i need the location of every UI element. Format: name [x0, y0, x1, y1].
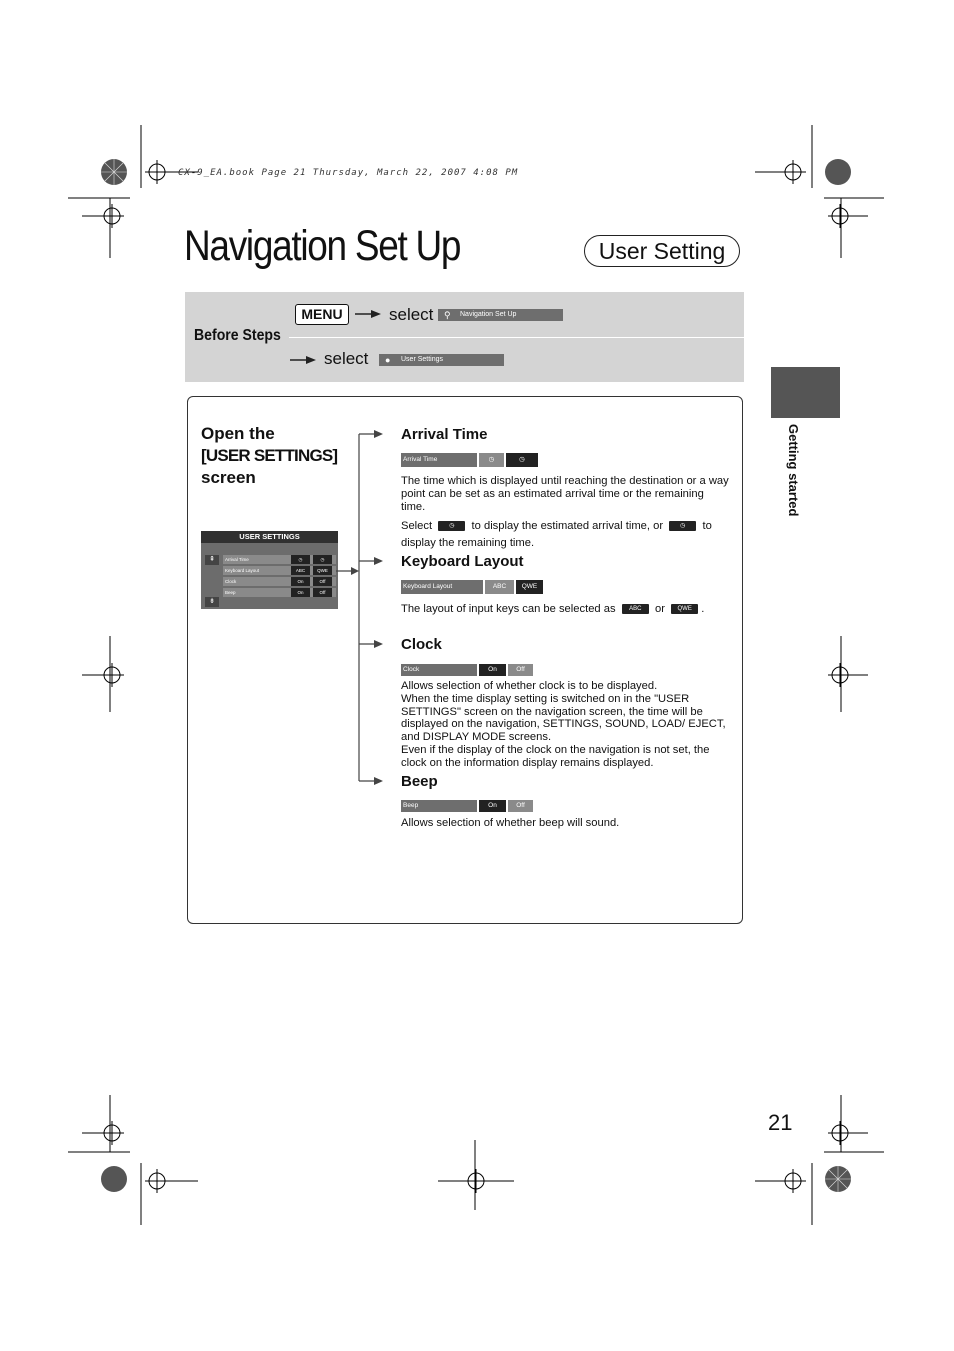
beep-text: Allows selection of whether beep will sound. — [401, 817, 620, 829]
arrival-time-heading: Arrival Time — [401, 426, 488, 443]
off-button: Off — [508, 664, 533, 676]
keyboard-text-or: or — [655, 603, 665, 615]
row-label: Clock — [225, 579, 237, 584]
setting-label: Keyboard Layout — [401, 580, 483, 594]
steps-divider — [289, 337, 744, 338]
screen-title: USER SETTINGS — [201, 531, 338, 543]
page-title: Navigation Set Up — [184, 222, 461, 270]
row-btn-b: Off — [313, 577, 332, 586]
arrival-time-setting-bar — [401, 453, 538, 467]
select-b: to display the estimated arrival time, or — [471, 520, 664, 532]
arrival-time-select-line — [401, 520, 731, 533]
navigation-set-up-item — [438, 309, 563, 321]
page-number: 21 — [768, 1110, 793, 1135]
menu-key: MENU — [295, 304, 349, 325]
abc-button: ABC — [485, 580, 514, 594]
on-button: On — [479, 664, 506, 676]
keyboard-text-end: . — [701, 603, 705, 615]
clock-icon: ◷ — [479, 453, 504, 467]
setting-label: Clock — [401, 664, 477, 676]
user-settings-screen — [201, 531, 338, 609]
select-word-1: select — [389, 305, 434, 324]
arrow-icon — [355, 309, 381, 319]
open-line-3: screen — [201, 468, 256, 487]
setting-label: Arrival Time — [401, 453, 477, 467]
beep-setting-bar — [401, 800, 533, 812]
open-screen-title — [201, 423, 337, 489]
row-label: Keyboard Layout — [225, 568, 260, 573]
open-line-2: [USER SETTINGS] — [201, 446, 338, 465]
arrival-time-text: The time which is displayed until reaching the destination or a way point can be set as an estimated arrival time or the remaining time. — [401, 475, 729, 513]
keyboard-layout-heading: Keyboard Layout — [401, 553, 524, 570]
before-steps-label: Before Steps — [194, 327, 281, 344]
print-line: CX-9_EA.book Page 21 Thursday, March 22, 2007 4:08 PM — [178, 168, 519, 178]
chapter-tab — [771, 367, 840, 418]
keyboard-layout-text — [401, 603, 731, 616]
screen-row — [223, 555, 336, 564]
on-button: On — [479, 800, 506, 812]
screen-row — [223, 588, 336, 597]
clock-icon: ◷ — [291, 555, 310, 564]
wrench-icon: ⚲ — [444, 310, 451, 320]
row-label: Arrival Time — [225, 557, 249, 562]
chapter-label: Getting started — [786, 424, 801, 517]
setting-label: Beep — [401, 800, 477, 812]
qwe-button: QWE — [516, 580, 543, 594]
clock-setting-bar — [401, 664, 533, 676]
clock-text: Allows selection of whether clock is to be displayed. When the time display setting is switched on in the "USER SETTINGS" screen on the navigation screen, the time will be displayed on the navigation, SETTINGS, SOUND, LOAD/ EJECT, and DISPLAY MODE screens. Even if the display of the clock on the navigation is not set, the clock on the information display remains displayed. — [401, 680, 726, 769]
keyboard-layout-setting-bar — [401, 580, 543, 594]
person-icon: ● — [385, 355, 391, 365]
select-c: to — [702, 520, 712, 532]
select-word-2: select — [324, 349, 369, 368]
user-settings-item — [379, 354, 504, 366]
row-btn-a: ABC — [291, 566, 310, 575]
row-btn-a: On — [291, 588, 310, 597]
row-btn-a: On — [291, 577, 310, 586]
keyboard-text-a: The layout of input keys can be selected as — [401, 603, 616, 615]
beep-heading: Beep — [401, 773, 438, 790]
screen-row — [223, 577, 336, 586]
qwe-chip: QWE — [671, 604, 698, 614]
clock-heading: Clock — [401, 636, 442, 653]
scroll-up-icon: ⇞ — [205, 555, 219, 565]
abc-chip: ABC — [622, 604, 649, 614]
navigation-set-up-label: Navigation Set Up — [460, 311, 517, 318]
clock-icon: ◷ — [669, 521, 696, 531]
select-a: Select — [401, 520, 433, 532]
open-line-1: Open the — [201, 424, 275, 443]
connector-lines — [336, 428, 386, 788]
off-button: Off — [508, 800, 533, 812]
clock-icon: ◷ — [506, 453, 538, 467]
user-settings-label: User Settings — [401, 356, 444, 363]
arrow-icon — [290, 355, 316, 365]
clock-icon: ◷ — [438, 521, 465, 531]
screen-row — [223, 566, 336, 575]
row-btn-b: Off — [313, 588, 332, 597]
section-pill: User Setting — [584, 235, 740, 267]
clock-icon: ◷ — [313, 555, 332, 564]
row-btn-b: QWE — [313, 566, 332, 575]
arrival-time-select-line-2: display the remaining time. — [401, 537, 535, 549]
scroll-down-icon: ⇟ — [205, 597, 219, 607]
row-label: Beep — [225, 590, 236, 595]
